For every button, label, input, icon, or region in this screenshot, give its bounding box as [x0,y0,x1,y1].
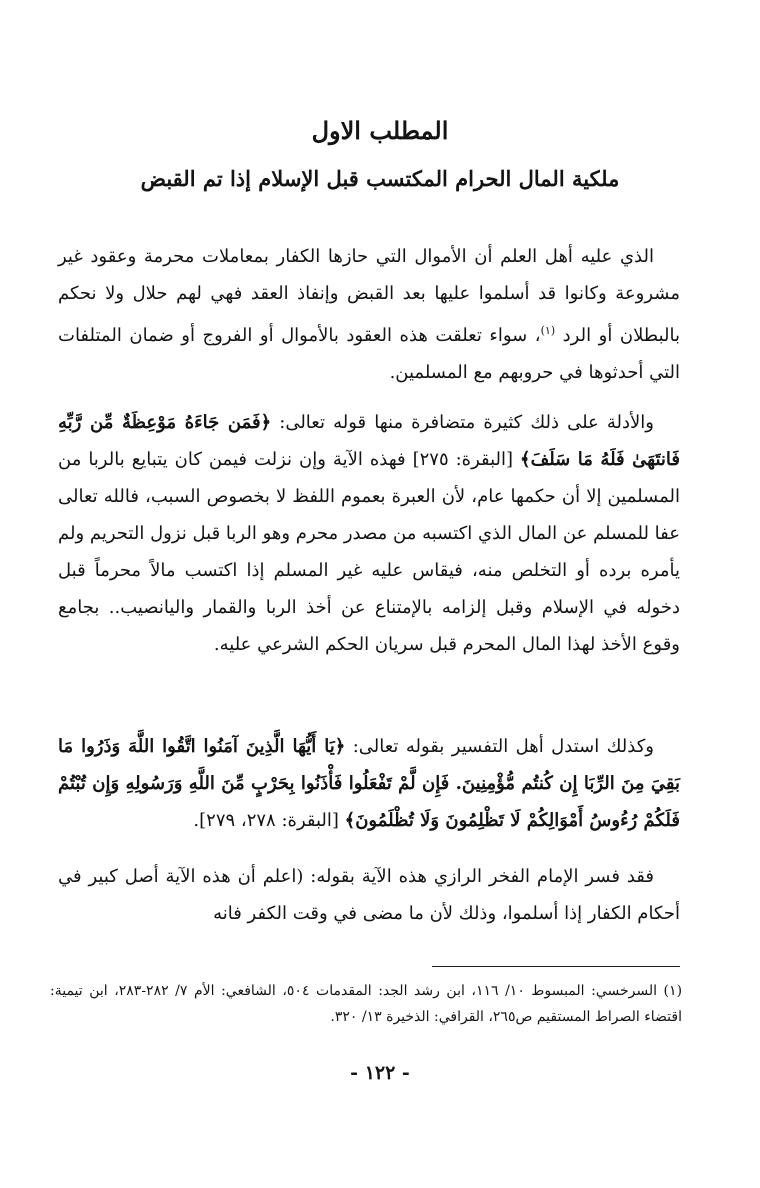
paragraph-1-text-a: الذي عليه أهل العلم أن الأموال التي حازها الكفار بمعاملات محرمة وعقود غير مشروعة وكانوا قد أسلموا عليها بعد القبض وإنفاذ العقد فهي لهم حلال ولا نحكم بالبطلان أو الرد [58,246,680,346]
footnote-reference: (١) [540,324,556,337]
paragraph-1-text-b: ، سواء تعلقت هذه العقود بالأموال أو الفروج أو ضمان المتلفات التي أحدثوها في حروبهم مع المسلمين. [58,325,680,383]
paragraph-4 [58,858,680,932]
footnote: (١) السرخسي: المبسوط ١٠/ ١١٦، ابن رشد الجد: المقدمات ٥٠٤، الشافعي: الأم ٧/ ٢٨٢-٢٨٣، ابن تيمية: اقتضاء الصراط المستقيم ص٢٦٥، القرافي: الذخيرة ١٣/ ٣٢٠. [50,983,683,1025]
section-title: المطلب الاول [311,116,449,145]
paragraph-2 [58,404,680,663]
paragraph-3 [58,728,680,839]
section-subtitle: ملكية المال الحرام المكتسب قبل الإسلام إذا تم القبض [140,166,620,191]
verse-reference: [البقرة: ٢٧٥] [405,449,521,470]
footnote-divider [432,966,680,967]
paragraph-3-text-a: وكذلك استدل أهل التفسير بقوله تعالى: [345,736,654,757]
page-number: - ١٢٢ - [350,1062,410,1084]
paragraph-2-text-b: فهذه الآية وإن نزلت فيمن كان يتبايع بالربا من المسلمين إلا أن حكمها عام، لأن العبرة بعموم اللفظ لا بخصوص السبب، فالله تعالى عفا للمسلم عن المال الذي اكتسبه من مصدر محرم وهو الربا قبل نزول التحريم ولم يأمره برده أو التخلص منه، فيقاس عليه غير المسلم إذا اكتسب مالاً محرماً قبل دخوله في الإسلام وقبل إلزامه بالإمتناع عن أخذ الربا والقمار واليانصيب.. بجامع وقوع الأخذ لهذا المال المحرم قبل سريان الحكم الشرعي عليه. [58,449,680,655]
paragraph-2-text-a: والأدلة على ذلك كثيرة متضافرة منها قوله تعالى: [271,412,655,433]
paragraph-4-text: فقد فسر الإمام الفخر الرازي هذه الآية بقوله: (اعلم أن هذه الآية أصل كبير في أحكام الكفار إذا أسلموا، وذلك لأن ما مضى في وقت الكفر فانه [58,866,680,924]
verse-reference: [البقرة: ٢٧٨، ٢٧٩]. [193,810,345,831]
quran-verse-baqarah-275: ﴿فَمَن جَاءَهُ مَوْعِظَةٌ مِّن رَّبِّهِ فَانتَهَىٰ فَلَهُ مَا سَلَفَ﴾ [58,412,680,470]
paragraph-1 [58,238,680,391]
quran-verse-baqarah-278-279: ﴿يَا أَيُّهَا الَّذِينَ آمَنُوا اتَّقُوا اللَّهَ وَذَرُوا مَا بَقِيَ مِنَ الرِّبَا إِن كُنتُم مُّؤْمِنِينَ. فَإِن لَّمْ تَفْعَلُوا فَأْذَنُوا بِحَرْبٍ مِّنَ اللَّهِ وَرَسُولِهِ وَإِن تُبْتُمْ فَلَكُمْ رُءُوسُ أَمْوَالِكُمْ لَا تَظْلِمُونَ وَلَا تُظْلَمُونَ﴾ [58,736,680,831]
